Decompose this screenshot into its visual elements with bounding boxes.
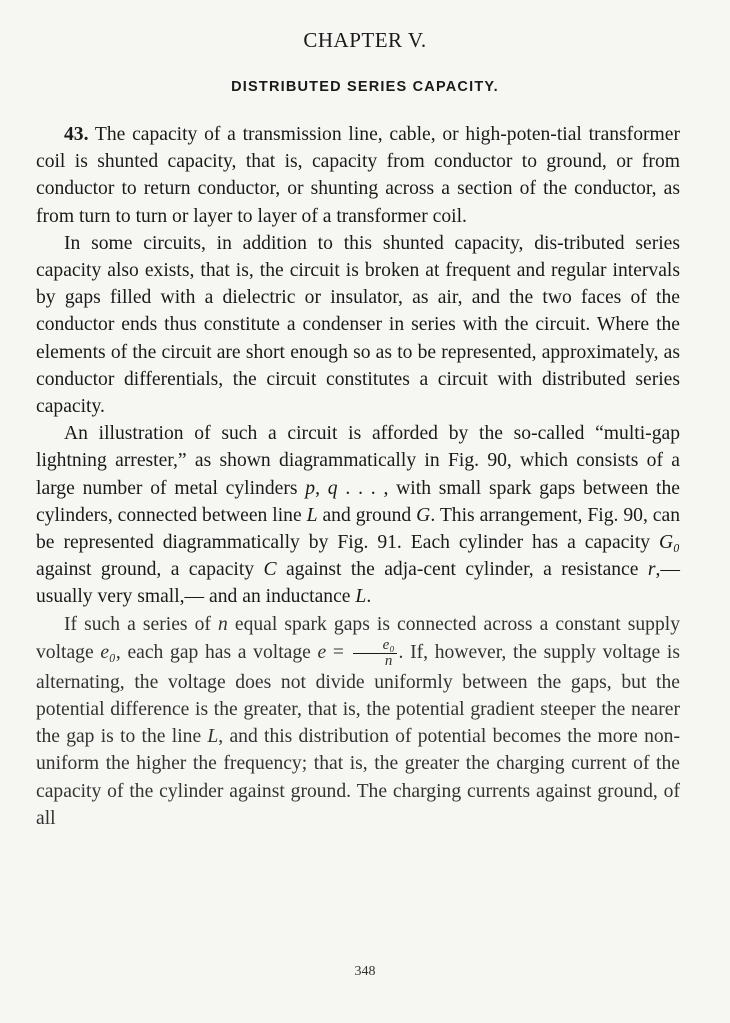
p3-text-f: against ground, a capacity xyxy=(36,559,264,581)
body-text xyxy=(36,121,680,832)
paragraph-4 xyxy=(36,611,680,832)
chapter-heading: CHAPTER V. xyxy=(303,28,427,52)
p4-text-b: equal spark gaps is connected across a constant supply voltage xyxy=(36,613,680,663)
p4-text-d: . If, however, the supply voltage is alternating, the voltage does not divide uniformly between the gaps, but the potential difference is the greater, that is, the potential gradient steeper the nearer the gap is to the line xyxy=(36,641,680,748)
p3-text-i: . xyxy=(366,586,372,608)
symbol-r: r xyxy=(647,559,656,581)
symbol-G0: G₀ xyxy=(659,532,680,554)
p4-text-c: , each gap has a voltage xyxy=(115,641,318,663)
paragraph-1 xyxy=(36,121,680,230)
symbol-q: q xyxy=(327,477,338,499)
p4-text-f: , and this distribution of potential becomes the more non-uniform the higher the frequency; that is, the greater the charging current of the capacity of the cylinder against ground. The charging currents against ground, of all xyxy=(36,726,680,829)
symbol-L-line: L xyxy=(207,726,219,748)
paragraph-1-text: The capacity of a transmission line, cable, or high-poten-tial transformer coil is shunted capacity, that is, capacity from conductor to ground, or from conductor to return conductor, or shunting across a section of the conductor, as from turn to turn or layer to layer of a transformer coil. xyxy=(36,124,680,227)
p3-text-g: against the adja-cent cylinder, a resistance xyxy=(276,559,648,581)
symbol-L-inductance: L xyxy=(355,586,367,608)
symbol-n: n xyxy=(218,613,228,635)
fraction-denominator: n xyxy=(384,652,393,669)
paragraph-2: In some circuits, in addition to this shunted capacity, dis-tributed series capacity also exists, that is, the circuit is broken at frequent and regular intervals by gaps filled with a dielectric or insulator, as air, and the two faces of the conductor ends thus constitute a condenser in series with the circuit. Where the elements of the circuit are short enough so as to be represented, approximately, as conductor differentials, the circuit constitutes a circuit with distributed series capacity. xyxy=(36,232,680,418)
p3-text-e: . This arrangement, Fig. 90, can be represented diagrammatically by Fig. 91. Each cylinder has a capacity xyxy=(36,504,680,554)
symbol-p: p xyxy=(305,477,316,499)
fraction-e0-over-n xyxy=(353,638,397,669)
section-title: DISTRIBUTED SERIES CAPACITY. xyxy=(231,79,499,95)
symbol-C: C xyxy=(263,559,277,581)
section-number: 43. xyxy=(64,124,89,145)
symbol-e0: e₀ xyxy=(100,641,116,663)
symbol-G: G xyxy=(416,504,431,526)
p3-text-b: , xyxy=(315,477,328,499)
p3-text-a: An illustration of such a circuit is afforded by the so-called “multi-gap lightning arrester,” as shown diagrammatically in Fig. 90, which consists of a large number of metal cylinders xyxy=(36,423,680,499)
p3-text-d: and ground xyxy=(317,504,417,526)
symbol-L: L xyxy=(306,504,318,526)
page-number: 348 xyxy=(354,964,376,979)
symbol-e: e xyxy=(317,641,327,663)
fraction-numerator: e₀ xyxy=(353,638,397,654)
p4-text-a: If such a series of xyxy=(64,613,218,635)
p3-text-h: ,— usually very small,— and an inductance xyxy=(36,559,680,608)
p3-text-c: . . . , with small spark gaps between the cylinders, connected between line xyxy=(36,477,680,526)
equals-sign: = xyxy=(326,641,351,663)
paragraph-3 xyxy=(36,420,680,610)
